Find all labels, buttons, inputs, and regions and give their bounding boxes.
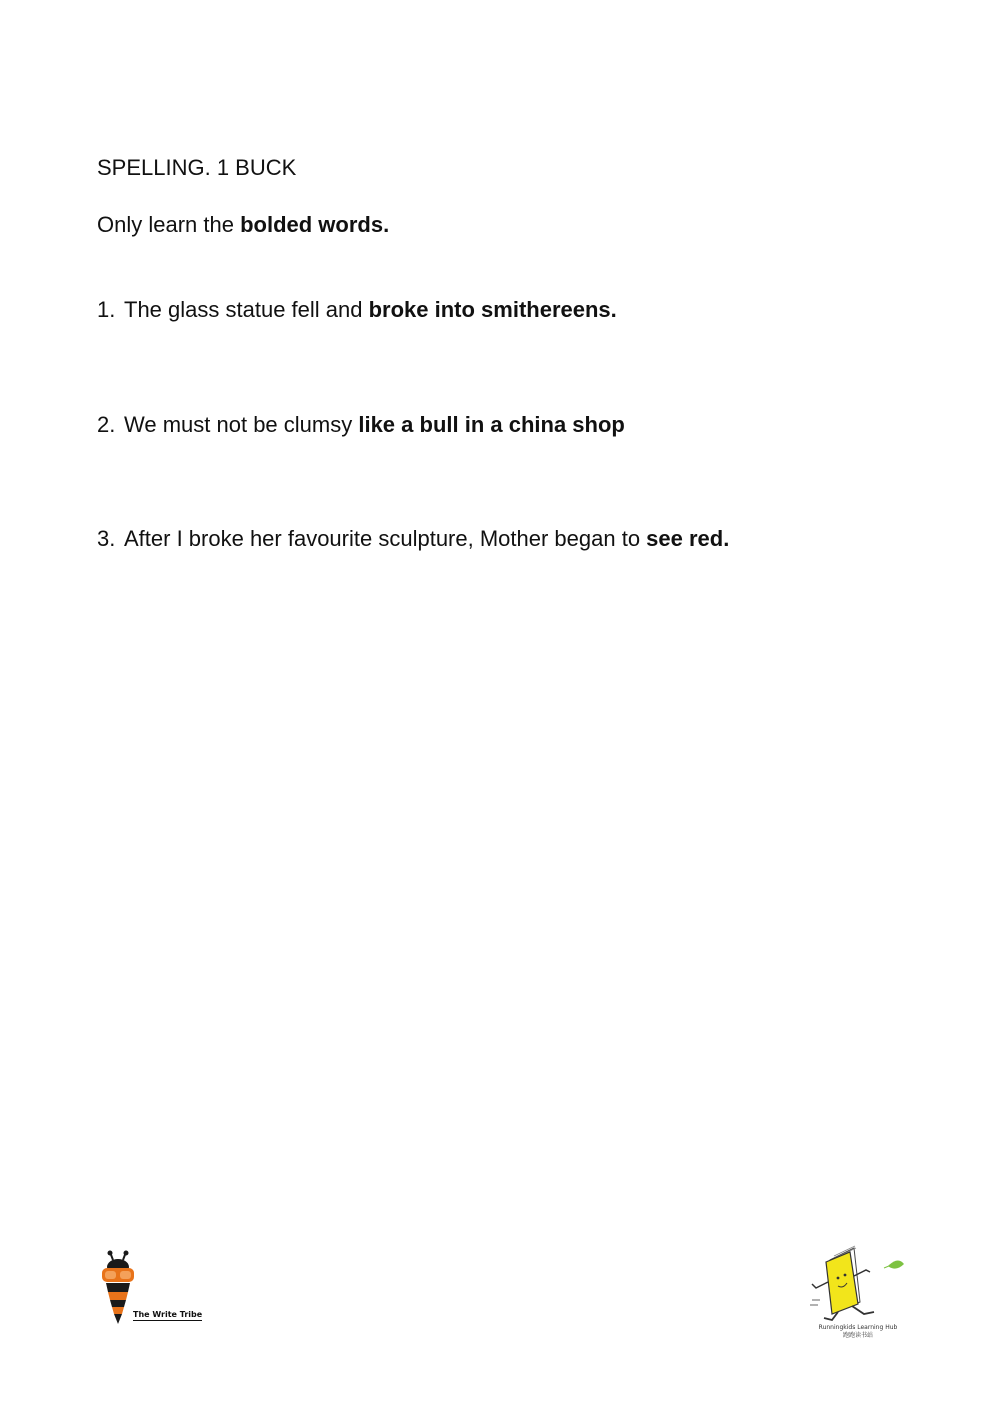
item-bold-words: see red. — [646, 526, 730, 551]
worksheet-heading: SPELLING. 1 BUCK — [97, 155, 297, 180]
item-bold-words: like a bull in a china shop — [358, 412, 625, 437]
item-number: 3. — [97, 526, 116, 551]
item-bold-words: broke into smithereens. — [368, 297, 617, 322]
item-number: 1. — [97, 297, 116, 322]
running-book-icon — [808, 1242, 908, 1322]
item-text: We must not be clumsy — [124, 412, 359, 437]
item-text: The glass statue fell and — [124, 297, 369, 322]
instruction-bold: bolded words. — [240, 212, 390, 237]
list-item — [97, 297, 617, 323]
runningkids-logo — [808, 1242, 918, 1347]
item-text: After I broke her favourite sculpture, Mother began to — [124, 526, 647, 551]
instruction-line — [97, 212, 389, 238]
runningkids-label-chinese: 跑跑读书站 — [842, 1332, 873, 1339]
list-item — [97, 526, 729, 552]
write-tribe-label: The Write Tribe — [133, 1310, 203, 1319]
list-item — [97, 412, 625, 438]
item-number: 2. — [97, 412, 116, 437]
runningkids-label: Runningkids Learning Hub — [818, 1324, 898, 1331]
write-tribe-logo — [100, 1250, 210, 1330]
bee-icon — [100, 1250, 136, 1330]
instruction-prefix: Only learn the — [97, 212, 241, 237]
